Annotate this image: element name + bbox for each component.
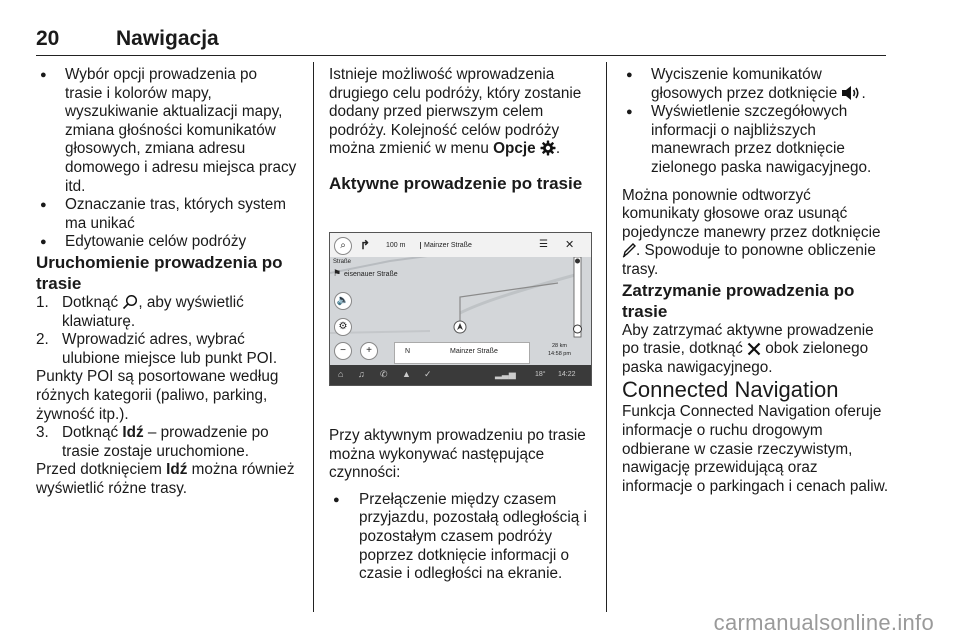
section-heading-stop-guidance: Zatrzymanie prowadzenia po trasie [622, 280, 855, 321]
watermark: carmanualsonline.info [713, 610, 934, 635]
column-divider-2 [606, 62, 607, 612]
page-title: Nawigacja [116, 27, 219, 50]
step-3: 3. Dotknąć Idź – prowadzenie po trasie zostaje uruchomione. [36, 424, 269, 460]
signal-icon: ▂▃▅ [495, 369, 516, 379]
remaining-distance: 28 km [552, 343, 567, 349]
map-label: Straße [333, 259, 352, 265]
list-item: ● Wyciszenie komunikatów głosowych przez dotknięcie . [622, 66, 890, 103]
active-guidance-intro: Przy aktywnym prowadzeniu po trasie można wykonywać następujące czynności: [329, 427, 586, 482]
column-1 [36, 66, 298, 498]
flag-icon: ⚑ [333, 268, 342, 278]
navigation-screen-illustration [329, 232, 592, 386]
search-icon[interactable]: ⌕ [334, 237, 352, 255]
system-bar [330, 365, 591, 385]
zoom-in-button[interactable]: + [360, 342, 378, 360]
speaker-icon [841, 85, 861, 101]
column-divider-1 [313, 62, 314, 612]
pencil-icon [622, 242, 636, 258]
connected-paragraph: Funkcja Connected Navigation oferuje informacje o ruchu drogowym odbierane w czasie rzeczywistym, nawigację przewidującą oraz informacje o parkingach i cenach paliw. [622, 403, 889, 495]
close-icon[interactable]: ✕ [565, 239, 575, 251]
search-icon [122, 294, 138, 310]
zoom-out-button[interactable]: − [334, 342, 352, 360]
list-item: ● Wyświetlenie szczegółowych informacji o najbliższych manewrach przez dotknięcie zielonego paska nawigacyjnego. [622, 103, 890, 177]
clock: 14:22 [558, 371, 576, 378]
next-street: Mainzer Straße [420, 242, 472, 249]
navigation-icon[interactable]: ▲ [402, 369, 411, 379]
page-number: 20 [36, 27, 60, 50]
list-item: ● Oznaczanie tras, których system ma unikać [36, 196, 298, 233]
list-item: ● Edytowanie celów podróży [36, 233, 298, 252]
stop-paragraph: Aby zatrzymać aktywne prowadzenie po trasie, dotknąć obok zielonego paska nawigacyjnego. [622, 321, 874, 376]
section-heading-start-guidance: Uruchomienie prowadzenia po trasie [36, 252, 283, 293]
section-heading-connected-navigation: Connected Navigation [622, 377, 839, 403]
step-3-note: Przed dotknięciem Idź można również wyświetlić różne trasy. [36, 461, 295, 497]
temperature: 18° [535, 371, 546, 378]
list-item: ● Przełączenie między czasem przyjazdu, pozostałą odległością i pozostałym czasem podróży poprzez dotknięcie informacji o czasie i odległości na ekranie. [329, 491, 591, 584]
music-icon[interactable]: ♫ [358, 369, 365, 379]
close-icon [747, 342, 761, 356]
map-label: eisenauer Straße [344, 271, 398, 278]
turn-arrow-icon: ↱ [360, 238, 371, 252]
step-1: 1. Dotknąć , aby wyświetlić klawiaturę. [36, 293, 244, 330]
step-2: 2. Wprowadzić adres, wybrać ulubione miejsce lub punkt POI. [36, 331, 278, 367]
list-icon[interactable]: ☰ [539, 239, 548, 250]
gear-icon [540, 140, 556, 156]
list-item: ● Wybór opcji prowadzenia po trasie i kolorów mapy, wyszukiwanie aktualizacji mapy, zmiana głośności komunikatów głosowych, zmiana adresu domowego i adresu miejsca pracy itd. [36, 66, 298, 196]
column-3 [622, 66, 890, 496]
speaker-icon[interactable]: 🔈 [334, 292, 352, 310]
phone-icon[interactable]: ✆ [380, 369, 388, 379]
header-rule [36, 55, 886, 56]
step-2-note: Punkty POI są posortowane według różnych kategorii (paliwo, parking, żywność itp.). [36, 368, 279, 423]
maneuver-distance: 100 m [386, 242, 406, 249]
column-2 [329, 66, 591, 194]
intro-paragraph: Istnieje możliwość wprowadzenia drugiego celu podróży, który zostanie dodany przed pierwszym celem podróży. Kolejność celów podróży można zmienić w menu Opcje . [329, 66, 582, 158]
arrival-time: 14:58 pm [548, 351, 571, 357]
list-item-note: Można ponownie odtworzyć komunikaty głosowe oraz usunąć pojedyncze manewry przez dotknięcie . Spowoduje to ponowne obliczenie trasy. [622, 186, 881, 278]
column-2-lower [329, 427, 591, 584]
gear-icon[interactable]: ⚙ [334, 318, 352, 336]
apps-icon[interactable]: ✓ [424, 369, 432, 379]
current-street: Mainzer Straße [450, 348, 498, 355]
compass-direction: N [405, 348, 411, 355]
section-heading-active-guidance: Aktywne prowadzenie po trasie [329, 173, 583, 193]
home-icon[interactable]: ⌂ [338, 369, 344, 379]
